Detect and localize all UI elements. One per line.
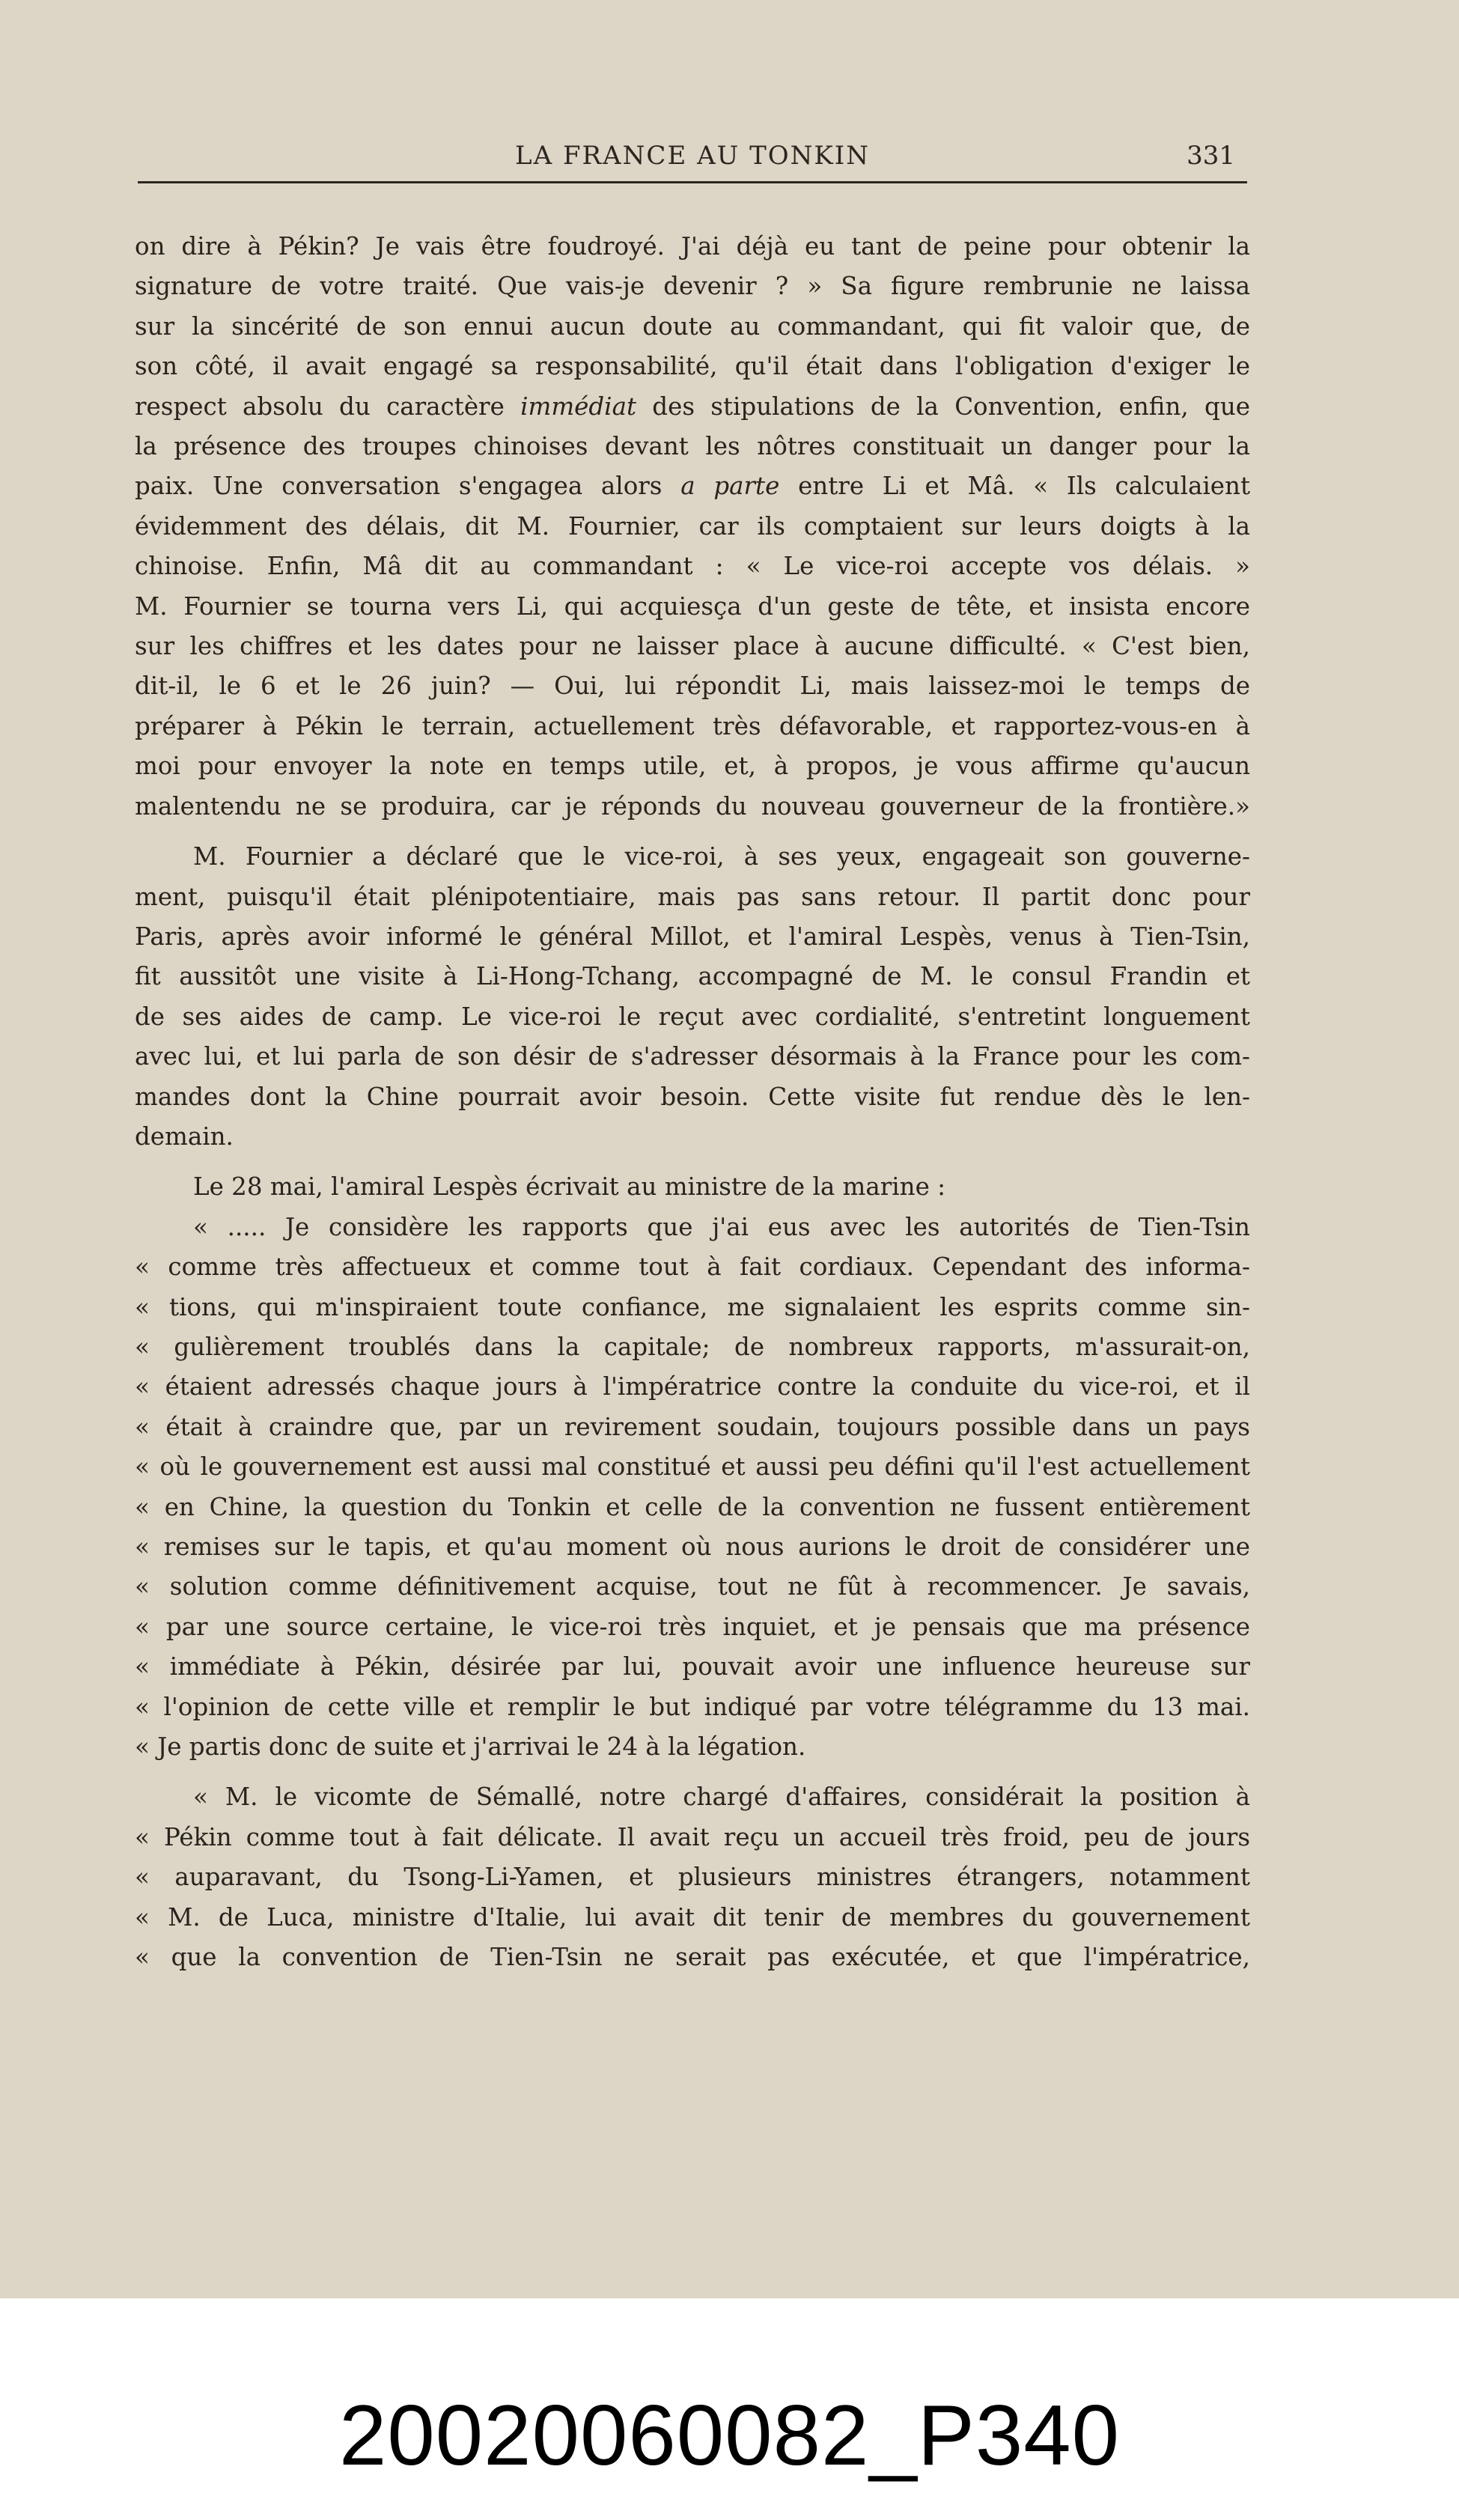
- text-line: malentendu ne se produira, car je réponds du nouveau gouverneur de la frontière.»: [135, 791, 1250, 821]
- text-line: respect absolu du caractère immédiat des stipulations de la Convention, enfin, que: [135, 392, 1250, 421]
- text-line: son côté, il avait engagé sa responsabilité, qu'il était dans l'obligation d'exiger le: [135, 352, 1250, 381]
- scan-identifier: 20020060082_P340: [338, 2388, 1121, 2483]
- running-header: [135, 135, 1250, 177]
- italic-term: a parte: [680, 472, 780, 501]
- text-line: demain.: [135, 1121, 234, 1151]
- page-content: [135, 135, 1250, 1977]
- text-line: M. Fournier a déclaré que le vice-roi, à ses yeux, engageait son gouverne-: [193, 842, 1250, 871]
- text-line: M. Fournier se tourna vers Li, qui acquiesça d'un geste de tête, et insista encore: [135, 591, 1250, 621]
- text-line: « où le gouvernement est aussi mal constitué et aussi peu défini qu'il l'est actuellement: [135, 1452, 1250, 1482]
- text-line: chinoise. Enfin, Mâ dit au commandant : « Le vice-roi accepte vos délais. »: [135, 552, 1250, 581]
- text-line: « ..... Je considère les rapports que j'ai eus avec les autorités de Tien-Tsin: [193, 1212, 1250, 1241]
- text-line: préparer à Pékin le terrain, actuellement très défavorable, et rapportez-vous-en à: [135, 711, 1250, 740]
- text-line: Paris, après avoir informé le général Millot, et l'amiral Lespès, venus à Tien-Tsin,: [135, 922, 1250, 951]
- italic-term: immédiat: [520, 392, 637, 421]
- text-line: « tions, qui m'inspiraient toute confiance, me signalaient les esprits comme sin-: [135, 1292, 1250, 1321]
- text-line: fit aussitôt une visite à Li-Hong-Tchang, accompagné de M. le consul Frandin et: [135, 962, 1250, 991]
- text-line: la présence des troupes chinoises devant les nôtres constituait un danger pour la: [135, 432, 1250, 461]
- body-text: [135, 227, 1250, 1977]
- page-number: 331: [1187, 141, 1235, 171]
- text-line: paix. Une conversation s'engagea alors a parte entre Li et Mâ. « Ils calculaient: [135, 472, 1250, 501]
- text-line: « étaient adressés chaque jours à l'impératrice contre la conduite du vice-roi, et il: [135, 1372, 1250, 1401]
- text-line: « que la convention de Tien-Tsin ne serait pas exécutée, et que l'impératrice,: [135, 1943, 1250, 1972]
- text-line: « auparavant, du Tsong-Li-Yamen, et plusieurs ministres étrangers, notamment: [135, 1863, 1250, 1892]
- text-line: ment, puisqu'il était plénipotentiaire, mais pas sans retour. Il partit donc pour: [135, 882, 1250, 911]
- text-line: « comme très affectueux et comme tout à fait cordiaux. Cependant des informa-: [135, 1253, 1250, 1282]
- scan-footer: [0, 2298, 1459, 2520]
- text-line: « par une source certaine, le vice-roi très inquiet, et je pensais que ma présence: [135, 1612, 1250, 1641]
- text-line: « en Chine, la question du Tonkin et celle de la convention ne fussent entièrement: [135, 1492, 1250, 1521]
- text-line: « M. de Luca, ministre d'Italie, lui avait dit tenir de membres du gouvernement: [135, 1902, 1250, 1932]
- text-line: signature de votre traité. Que vais-je devenir ? » Sa figure rembrunie ne laissa: [135, 272, 1250, 301]
- text-line: « solution comme définitivement acquise, tout ne fût à recommencer. Je savais,: [135, 1572, 1250, 1601]
- paragraph-gap: [135, 1767, 1250, 1777]
- text-line: évidemment des délais, dit M. Fournier, car ils comptaient sur leurs doigts à la: [135, 511, 1250, 541]
- text-line: « était à craindre que, par un revirement soudain, toujours possible dans un pays: [135, 1412, 1250, 1441]
- text-line: « remises sur le tapis, et qu'au moment où nous aurions le droit de considérer une: [135, 1533, 1250, 1561]
- text-line: sur la sincérité de son ennui aucun doute au commandant, qui fit valoir que, de: [135, 311, 1250, 341]
- quoted-paragraph-2: [135, 1777, 1250, 1977]
- text-line: mandes dont la Chine pourrait avoir besoin. Cette visite fut rendue dès le len-: [135, 1082, 1250, 1111]
- text-line: « Je partis donc de suite et j'arrivai le 24 à la légation.: [135, 1732, 806, 1762]
- paragraph-1: [135, 227, 1250, 827]
- paragraph-3: [135, 1167, 1250, 1207]
- paragraph-gap: [135, 827, 1250, 837]
- running-title: LA FRANCE AU TONKIN: [515, 141, 870, 171]
- text-line: dit-il, le 6 et le 26 juin? — Oui, lui répondit Li, mais laissez-moi le temps de: [135, 672, 1250, 701]
- quoted-paragraph-1: [135, 1208, 1250, 1768]
- text-line: moi pour envoyer la note en temps utile, et, à propos, je vous affirme qu'aucun: [135, 752, 1250, 781]
- text-line: avec lui, et lui parla de son désir de s'adresser désormais à la France pour les com-: [135, 1042, 1250, 1071]
- text-line: on dire à Pékin? Je vais être foudroyé. J'ai déjà eu tant de peine pour obtenir la: [135, 232, 1250, 261]
- text-line: « l'opinion de cette ville et remplir le but indiqué par votre télégramme du 13 mai.: [135, 1692, 1250, 1721]
- text-line: « Pékin comme tout à fait délicate. Il avait reçu un accueil très froid, peu de jours: [135, 1822, 1250, 1851]
- text-line: « M. le vicomte de Sémallé, notre chargé d'affaires, considérait la position à: [193, 1783, 1250, 1812]
- text-line: de ses aides de camp. Le vice-roi le reçut avec cordialité, s'entretint longuement: [135, 1002, 1250, 1031]
- paragraph-2: [135, 837, 1250, 1157]
- paragraph-gap: [135, 1157, 1250, 1167]
- header-rule: [138, 181, 1247, 183]
- text-line: sur les chiffres et les dates pour ne laisser place à aucune difficulté. « C'est bien,: [135, 632, 1250, 661]
- text-line: Le 28 mai, l'amiral Lespès écrivait au ministre de la marine :: [193, 1172, 946, 1202]
- text-line: « immédiate à Pékin, désirée par lui, pouvait avoir une influence heureuse sur: [135, 1652, 1250, 1681]
- text-line: « gulièrement troublés dans la capitale; de nombreux rapports, m'assurait-on,: [135, 1332, 1250, 1361]
